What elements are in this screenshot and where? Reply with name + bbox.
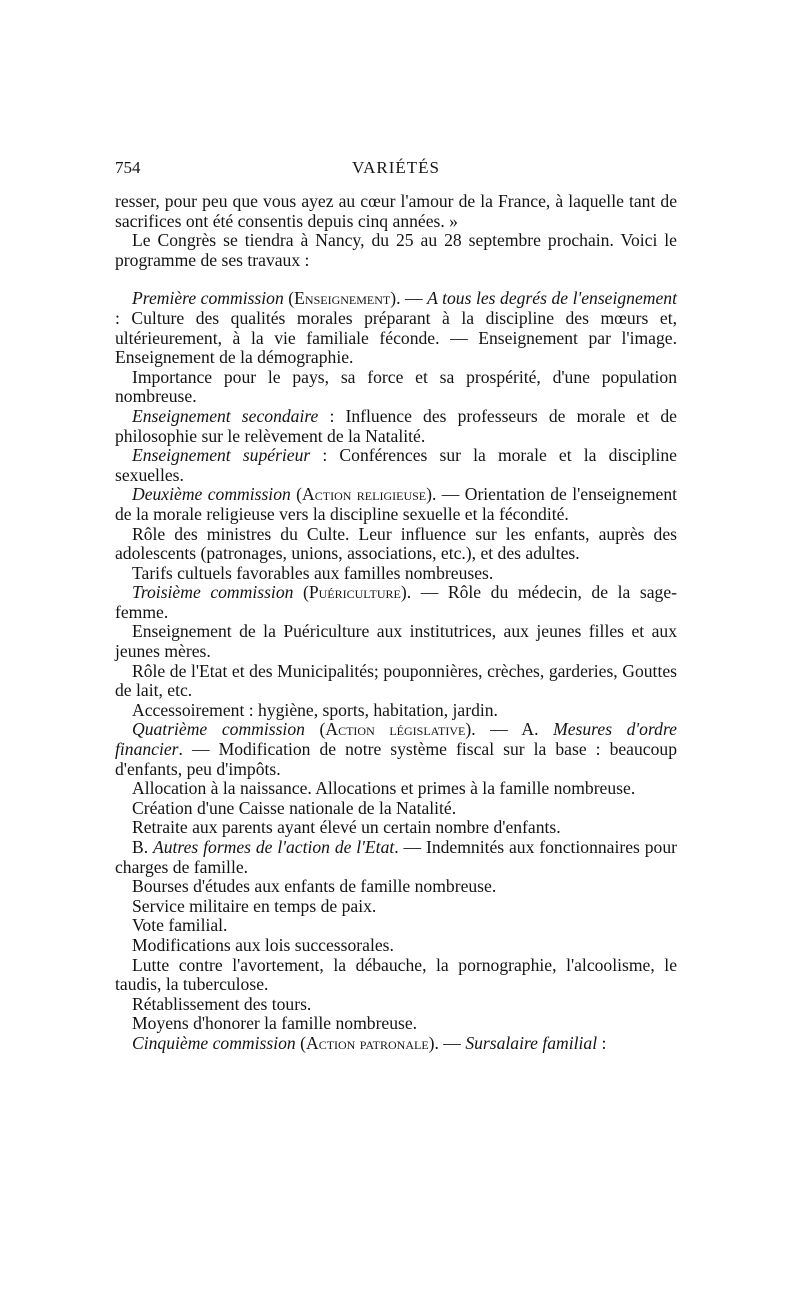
commission-1: Première commission (Enseignement). — A tous les degrés de l'enseignement : Culture des qualités morales préparant à la discipline des mœurs et, ultérieurement, à la vie familiale féconde. — Enseignement par l'image. Enseignement de la démographie. xyxy=(115,288,677,368)
commission-tag: Enseignement xyxy=(294,288,391,309)
paragraph: Rétablissement des tours. xyxy=(132,993,312,1014)
paragraph: Bourses d'études aux enfants de famille nombreuse. xyxy=(132,876,497,897)
commission-5: Cinquième commission (Action patronale). — Sursalaire familial : xyxy=(132,1032,607,1053)
paragraph: Allocation à la naissance. Allocations et primes à la famille nombreuse. xyxy=(132,778,636,799)
commission-tag: Action législative xyxy=(325,719,466,740)
italic-lead: A tous les degrés de l'enseignement xyxy=(427,288,677,309)
commission-2: Deuxième commission (Action religieuse). — Orientation de l'enseignement de la morale religieuse vers la discipline sexuelle et la fécondité. xyxy=(115,484,678,524)
commission-3: Troisième commission (Puériculture). — Rôle du médecin, de la sage-femme. xyxy=(115,582,677,622)
paragraph: B. Autres formes de l'action de l'Etat. — Indemnités aux fonctionnaires pour charges de famille. xyxy=(115,837,677,877)
paragraph: Lutte contre l'avortement, la débauche, la pornographie, l'alcoolisme, le taudis, la tuberculose. xyxy=(115,954,677,995)
paragraph: Le Congrès se tiendra à Nancy, du 25 au 28 septembre prochain. Voici le programme de ses travaux : xyxy=(115,230,677,270)
italic-lead: Mesures d'ordre financier xyxy=(115,719,677,760)
italic-lead: Sursalaire familial xyxy=(465,1032,598,1053)
paragraph: resser, pour peu que vous ayez au cœur l'amour de la France, à laquelle tant de sacrifices ont été consentis depuis cinq années. » xyxy=(115,191,677,231)
paragraph: Enseignement supérieur : Conférences sur la morale et la discipline sexuelles. xyxy=(115,445,677,485)
paragraph: Retraite aux parents ayant élevé un certain nombre d'enfants. xyxy=(132,817,561,838)
paragraph: Vote familial. xyxy=(132,915,228,936)
paragraph: Enseignement secondaire : Influence des professeurs de morale et de philosophie sur le relèvement de la Natalité. xyxy=(115,405,677,446)
commission-label: Cinquième commission xyxy=(132,1032,296,1053)
paragraph: Enseignement de la Puériculture aux institutrices, aux jeunes filles et aux jeunes mères. xyxy=(115,621,677,662)
paragraph: Rôle des ministres du Culte. Leur influence sur les enfants, auprès des adolescents (patronages, unions, associations, etc.), et des adultes. xyxy=(115,523,677,564)
page-header xyxy=(115,158,677,182)
commission-tag: Action patronale xyxy=(305,1032,429,1053)
italic-lead: Enseignement supérieur xyxy=(132,445,311,466)
commission-label: Troisième commission xyxy=(132,582,294,603)
paragraph: Accessoirement : hygiène, sports, habitation, jardin. xyxy=(132,699,498,720)
paragraph: Importance pour le pays, sa force et sa prospérité, d'une population nombreuse. xyxy=(115,366,677,407)
page-body xyxy=(115,192,677,1054)
paragraph: Moyens d'honorer la famille nombreuse. xyxy=(132,1013,418,1034)
paragraph: Modifications aux lois successorales. xyxy=(132,934,394,955)
commission-label: Quatrième commission xyxy=(132,719,305,740)
paragraph: Tarifs cultuels favorables aux familles nombreuses. xyxy=(132,562,494,583)
paragraph: Rôle de l'Etat et des Municipalités; pouponnières, crèches, garderies, Gouttes de lait, etc. xyxy=(115,660,677,701)
commission-label: Première commission xyxy=(132,288,284,309)
commission-4: Quatrième commission (Action législative). — A. Mesures d'ordre financier. — Modification de notre système fiscal sur la base : beaucoup d'enfants, peu d'impôts. xyxy=(115,719,677,779)
paragraph: Service militaire en temps de paix. xyxy=(132,895,377,916)
commission-label: Deuxième commission xyxy=(132,484,291,505)
paragraph: Création d'une Caisse nationale de la Natalité. xyxy=(132,797,457,818)
running-head: VARIÉTÉS xyxy=(352,158,440,177)
italic-lead: Autres formes de l'action de l'Etat xyxy=(153,837,395,857)
commission-tag: Puériculture xyxy=(308,582,401,603)
page-number: 754 xyxy=(115,158,141,177)
commission-tag: Action religieuse xyxy=(302,484,427,505)
italic-lead: Enseignement secondaire xyxy=(132,405,319,426)
